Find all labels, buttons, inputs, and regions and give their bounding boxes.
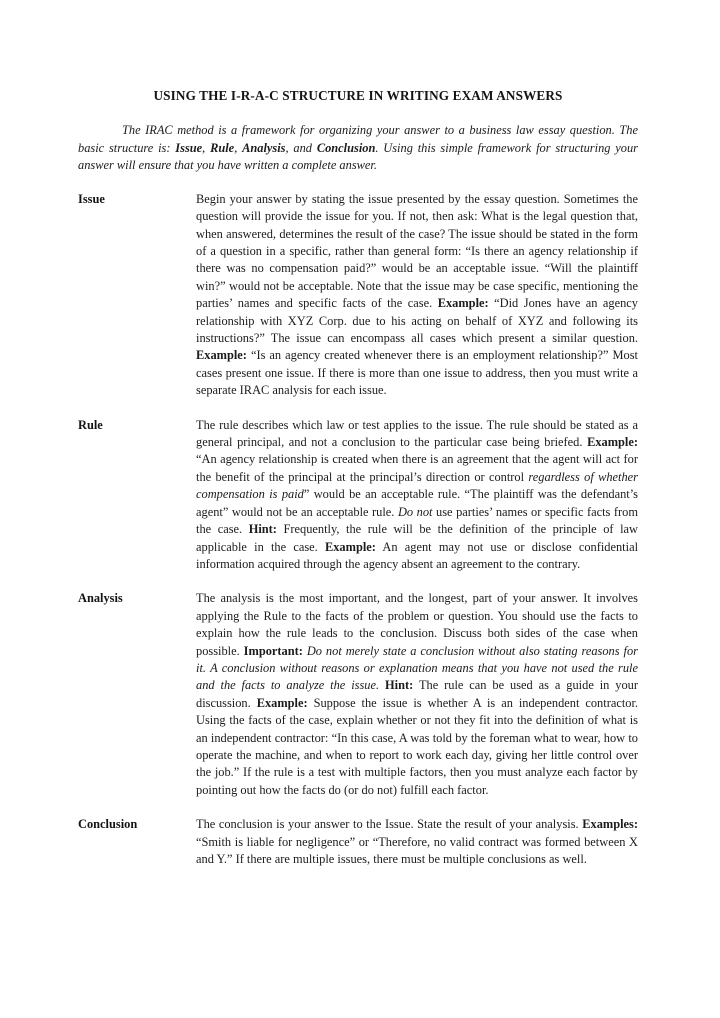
section-body-conclusion: The conclusion is your answer to the Issue. State the result of your analysis. Examples: “Smith is liable for negligence” or “Therefore, no valid contract was formed between X and Y.” If there are multiple issues, there must be multiple conclusions as well. (196, 817, 638, 866)
section-label-issue: Issue (78, 191, 105, 206)
section-body-issue: Begin your answer by stating the issue presented by the essay question. Sometimes the question will provide the issue for you. If not, then ask: What is the legal question that, when answered, determines the result of the case? The issue should be stated in the form of a question in a specific, rather than general form: “Is there an agency relationship if there was no compensation paid?” would be an acceptable issue. “Will the plaintiff win?” would not be acceptable. Note that the issue may be case specific, mentioning the parties’ names and specific facts of the case. Example: “Did Jones have an agency relationship with XYZ Corp. due to his acting on behalf of XYZ and following its instructions?” The issue can encompass all cases which present a similar question. Example: “Is an agency created whenever there is an employment relationship?” Most cases present one issue. If there is more than one issue to address, then you must write a separate IRAC analysis for each issue. (196, 191, 639, 398)
document-content (78, 88, 638, 868)
page-title: USING THE I-R-A-C STRUCTURE IN WRITING EXAM ANSWERS (153, 88, 563, 103)
intro-paragraph: The IRAC method is a framework for organizing your answer to a business law essay question. The basic structure is: Issue, Rule, Analysis, and Conclusion. Using this simple framework for structuring your answer will ensure that you have written a complete answer. (78, 123, 638, 173)
section-body-analysis: The analysis is the most important, and the longest, part of your answer. It involves applying the Rule to the facts of the problem or question. You should use the facts to explain how the rule leads to the conclusion. Discuss both sides of the case when possible. Important: Do not merely state a conclusion without also stating reasons for it. A conclusion without reasons or explanation means that you have not used the rule and the facts to analyze the issue. Hint: The rule can be used as a guide in your discussion. Example: Suppose the issue is whether A is an independent contractor. Using the facts of the case, explain whether or not they fit into the definition of what is an independent contractor: “In this case, A was told by the foreman what to wear, how to operate the machine, and when to report to work each day, giving her little control over the job.” If the rule is a test with multiple factors, then you must analyze each factor by pointing out how the facts do (or do not) fulfill each factor. (196, 591, 638, 797)
section-conclusion (78, 816, 638, 868)
section-rule (78, 417, 638, 574)
section-issue (78, 191, 638, 400)
section-label-analysis: Analysis (78, 591, 123, 606)
section-label-conclusion: Conclusion (78, 817, 138, 832)
section-body-rule: The rule describes which law or test applies to the issue. The rule should be stated as a general principal, and not a conclusion to the particular case being briefed. Example: “An agency relationship is created when there is an agreement that the agent will act for the benefit of the principal at the principal’s direction or control regardless of whether compensation is paid” would be an acceptable rule. “The plaintiff was the defendant’s agent” would not be an acceptable rule. Do not use parties’ names or specific facts from the case. Hint: Frequently, the rule will be the definition of the principle of law applicable in the case. Example: An agent may not use or disclose confidential information acquired through the agency absent an agreement to the contrary. (196, 417, 639, 571)
section-analysis (78, 590, 638, 799)
section-label-rule: Rule (78, 417, 103, 432)
